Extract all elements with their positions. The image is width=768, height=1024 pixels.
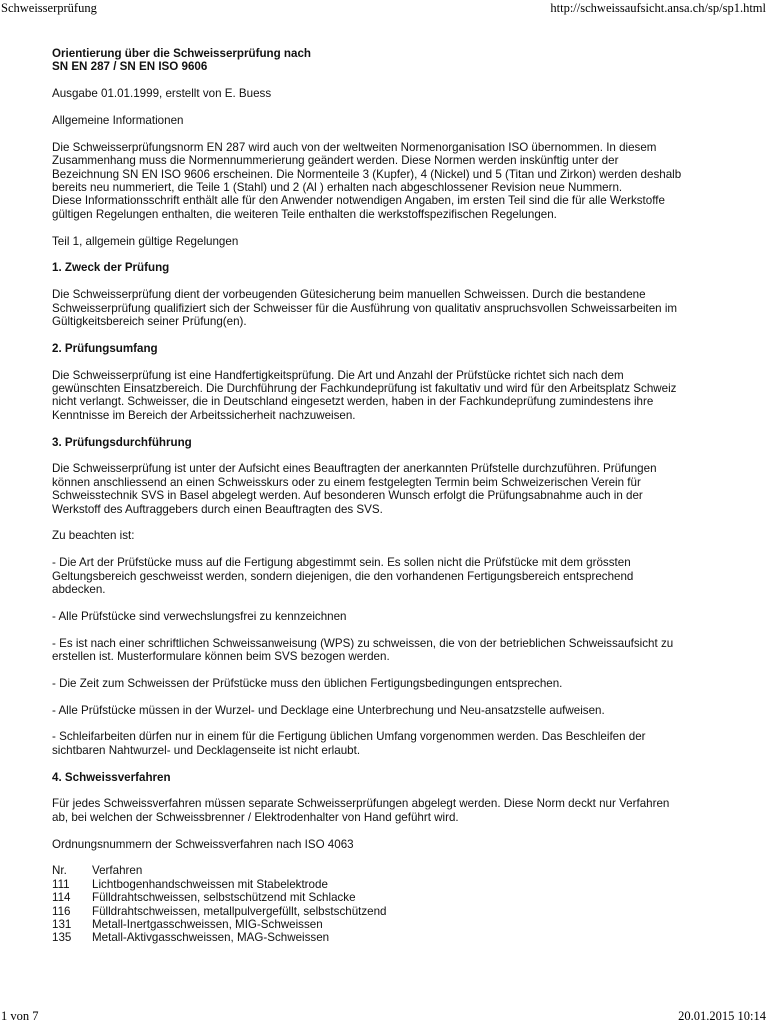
text-line: abdecken. bbox=[52, 583, 106, 597]
table-row bbox=[52, 891, 387, 904]
document-body bbox=[52, 47, 718, 945]
column-header-process: Verfahren bbox=[92, 864, 143, 878]
text-line: Kenntnisse im Bereich der Arbeitssicherheit nachzuweisen. bbox=[52, 408, 356, 422]
section-4-paragraph bbox=[52, 797, 718, 824]
section-3-heading: 3. Prüfungsdurchführung bbox=[52, 435, 192, 449]
text-line: Die Schweisserprüfung dient der vorbeugenden Gütesicherung beim manuellen Schweissen. Durch die bestandene bbox=[52, 288, 646, 302]
text-line: Ausgabe 01.01.1999, erstellt von E. Buess bbox=[52, 87, 272, 101]
text-line: Allgemeine Informationen bbox=[52, 114, 184, 127]
text-line: - Schleifarbeiten dürfen nur in einem für die Fertigung üblichen Umfang vorgenommen werden. Das Beschleifen der bbox=[52, 730, 646, 744]
edition-info bbox=[52, 87, 718, 100]
iso-heading bbox=[52, 838, 718, 851]
column-header-nr: Nr. bbox=[52, 864, 67, 878]
process-name: Metall-Inertgasschweissen, MIG-Schweissen bbox=[92, 918, 323, 932]
note-item bbox=[52, 610, 718, 623]
process-name: Metall-Aktivgasschweissen, MAG-Schweissen bbox=[92, 931, 330, 945]
note-item bbox=[52, 556, 718, 596]
process-number: 114 bbox=[52, 891, 71, 905]
text-line: Geltungsbereich geschweisst werden, sondern diejenigen, die den vorhandenen Fertigungsbereich entsprechend bbox=[52, 569, 634, 583]
page-title: Schweisserprüfung bbox=[1, 1, 97, 15]
text-line: - Alle Prüfstücke müssen in der Wurzel- und Decklage eine Unterbrechung und Neu-ansatzstelle aufweisen. bbox=[52, 703, 605, 717]
table-header-row bbox=[52, 864, 387, 877]
process-name: Fülldrahtschweissen, metallpulvergefüllt, selbstschützend bbox=[92, 904, 387, 918]
document-title bbox=[52, 47, 718, 74]
text-line: Bezeichnung SN EN ISO 9606 erscheinen. Die Normenteile 3 (Kupfer), 4 (Nickel) und 5 (Titan und Zirkon) werden deshalb bbox=[52, 167, 682, 181]
process-number: 131 bbox=[52, 918, 72, 932]
text-line: gültigen Regelungen enthalten, die weiteren Teile enthalten die werkstoffspezifischen Regelungen. bbox=[52, 207, 557, 221]
text-line: Für jedes Schweissverfahren müssen separate Schweisserprüfungen abgelegt werden. Diese Norm deckt nur Verfahren bbox=[52, 797, 670, 811]
print-datetime: 20.01.2015 10:14 bbox=[678, 1009, 766, 1023]
table-row bbox=[52, 918, 387, 931]
process-name: Fülldrahtschweissen, selbstschützend mit Schlacke bbox=[92, 891, 356, 905]
note-item bbox=[52, 730, 718, 757]
section-2-paragraph bbox=[52, 369, 718, 423]
text-line: - Die Art der Prüfstücke muss auf die Fertigung abgestimmt sein. Es sollen nicht die Prüfstücke mit dem grössten bbox=[52, 556, 631, 570]
section-1-heading: 1. Zweck der Prüfung bbox=[52, 261, 170, 275]
text-line: Die Schweisserprüfungsnorm EN 287 wird auch von der weltweiten Normenorganisation ISO übernommen. In diesem bbox=[52, 140, 657, 154]
note-item bbox=[52, 704, 718, 717]
text-line: gewünschten Einsatzbereich. Die Durchführung der Fachkundeprüfung ist fakultativ und wird für den Arbeitsplatz Schweiz bbox=[52, 382, 677, 396]
notes-heading bbox=[52, 529, 718, 542]
section-3-paragraph bbox=[52, 462, 718, 516]
text-line: Zu beachten ist: bbox=[52, 529, 135, 543]
process-number: 111 bbox=[52, 877, 70, 891]
table-row bbox=[52, 931, 387, 944]
text-line: Werkstoff des Auftraggebers durch einen Beauftragten des SVS. bbox=[52, 502, 383, 516]
text-line: Schweisstechnik SVS in Basel abgelegt werden. Auf besonderen Wunsch erfolgt die Prüfungsabnahme auch in der bbox=[52, 489, 643, 503]
text-line: Zusammenhang muss die Normennummerierung geändert werden. Diese Normen werden inskünftig unter der bbox=[52, 154, 619, 168]
title-line: SN EN 287 / SN EN ISO 9606 bbox=[52, 60, 208, 74]
intro-paragraph bbox=[52, 141, 718, 221]
process-table bbox=[52, 864, 387, 944]
general-heading bbox=[52, 114, 718, 127]
page-counter: 1 von 7 bbox=[1, 1009, 39, 1023]
text-line: erstellen ist. Musterformulare können beim SVS bezogen werden. bbox=[52, 650, 390, 664]
process-name: Lichtbogenhandschweissen mit Stabelektrode bbox=[92, 877, 328, 891]
text-line: Die Schweisserprüfung ist eine Handfertigkeitsprüfung. Die Art und Anzahl der Prüfstücke richtet sich nach dem bbox=[52, 368, 624, 382]
text-line: Ordnungsnummern der Schweissverfahren nach ISO 4063 bbox=[52, 837, 354, 851]
table-row bbox=[52, 905, 387, 918]
text-line: Diese Informationsschrift enthält alle für den Anwender notwendigen Angaben, im ersten Teil sind die für alle Werkstoffe bbox=[52, 194, 665, 208]
note-item bbox=[52, 677, 718, 690]
text-line: Teil 1, allgemein gültige Regelungen bbox=[52, 234, 239, 248]
process-number: 116 bbox=[52, 904, 71, 918]
text-line: Gültigkeitsbereich seiner Prüfung(en). bbox=[52, 315, 247, 329]
text-line: - Alle Prüfstücke sind verwechslungsfrei zu kennzeichnen bbox=[52, 609, 347, 623]
text-line: - Die Zeit zum Schweissen der Prüfstücke muss den üblichen Fertigungsbedingungen entsprechen. bbox=[52, 676, 563, 690]
table-row bbox=[52, 878, 387, 891]
section-4-heading: 4. Schweissverfahren bbox=[52, 770, 171, 784]
text-line: Schweisserprüfung qualifiziert sich der Schweisser für die Ausführung von qualitativ anspruchsvollen Schweissarbeiten im bbox=[52, 301, 678, 315]
text-line: nicht verlangt. Schweisser, die in Deutschland eingesetzt werden, haben in der Fachkundeprüfung zumindestens ihre bbox=[52, 395, 654, 409]
process-number: 135 bbox=[52, 931, 72, 945]
section-2-heading: 2. Prüfungsumfang bbox=[52, 341, 158, 355]
page-url: http://schweissaufsicht.ansa.ch/sp/sp1.html bbox=[550, 1, 766, 15]
text-line: Die Schweisserprüfung ist unter der Aufsicht eines Beauftragten der anerkannten Prüfstelle durchzuführen. Prüfungen bbox=[52, 462, 657, 476]
text-line: bereits neu nummeriert, die Teile 1 (Stahl) und 2 (Al ) erhalten nach abgeschlossener Revision neue Nummern. bbox=[52, 181, 623, 195]
print-header bbox=[0, 1, 768, 15]
part1-heading bbox=[52, 235, 718, 248]
title-line: Orientierung über die Schweisserprüfung nach bbox=[52, 47, 311, 60]
text-line: - Es ist nach einer schriftlichen Schweissanweisung (WPS) zu schweissen, die von der betrieblichen Schweissaufsicht zu bbox=[52, 636, 674, 650]
print-footer bbox=[0, 1009, 768, 1023]
section-1-paragraph bbox=[52, 288, 718, 328]
note-item bbox=[52, 637, 718, 664]
text-line: sichtbaren Nahtwurzel- und Decklagenseite ist nicht erlaubt. bbox=[52, 743, 361, 757]
text-line: können anschliessend an einen Schweisskurs oder zu einem festgelegten Termin beim Schweizerischen Verein für bbox=[52, 475, 641, 489]
text-line: ab, bei welchen der Schweissbrenner / Elektrodenhalter von Hand geführt wird. bbox=[52, 810, 459, 824]
